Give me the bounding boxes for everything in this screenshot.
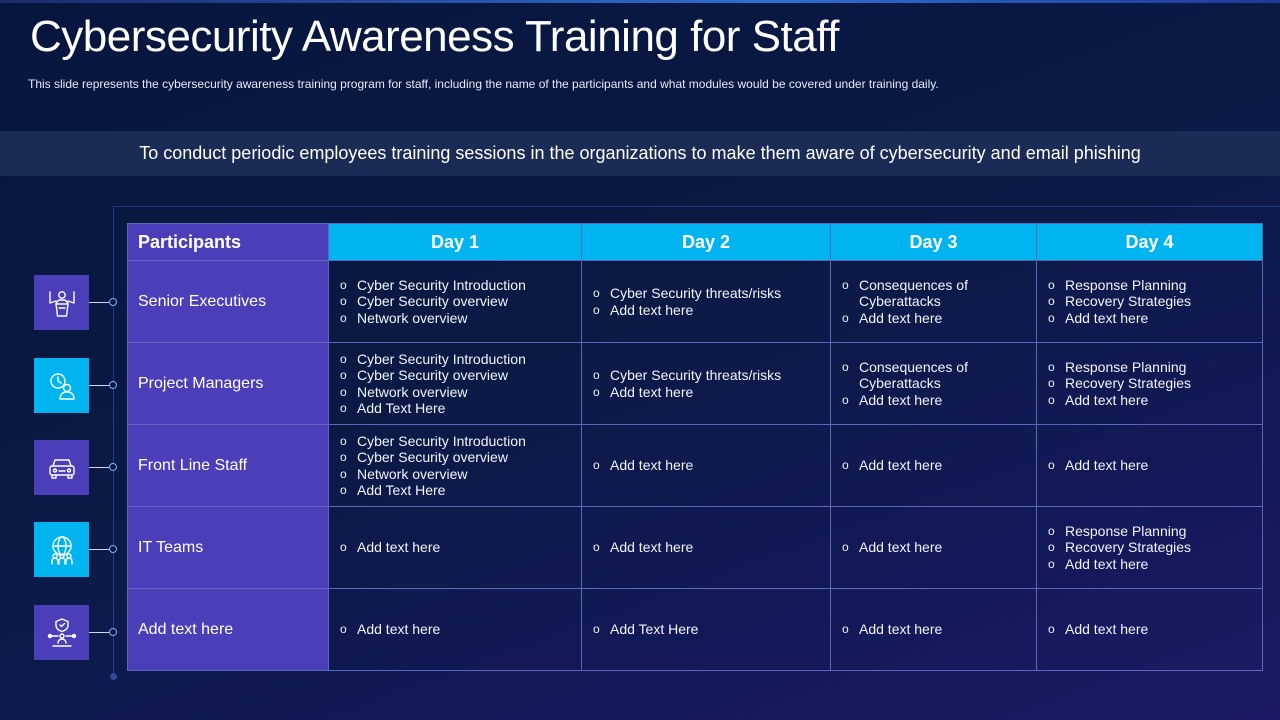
- module-item: o Add text here: [593, 539, 822, 556]
- module-list: [1048, 359, 1254, 409]
- module-item: o Add Text Here: [340, 482, 573, 499]
- table-row: [128, 589, 1263, 671]
- day3-cell: [831, 425, 1037, 507]
- day2-cell: [582, 343, 831, 425]
- module-list: [842, 457, 1028, 474]
- module-item: o Add text here: [842, 310, 1028, 327]
- day4-cell: [1037, 425, 1263, 507]
- car-icon: [34, 440, 89, 495]
- timeline-dot: [109, 298, 117, 306]
- global-team-icon: [34, 522, 89, 577]
- module-list: [340, 277, 573, 327]
- connector-line: [89, 385, 111, 386]
- module-list: [340, 351, 573, 417]
- timeline-end-dot: [110, 673, 117, 680]
- module-item: o Add text here: [593, 457, 822, 474]
- module-list: [340, 621, 573, 638]
- module-item: o Add text here: [1048, 457, 1254, 474]
- module-item: o Recovery Strategies: [1048, 539, 1254, 556]
- connector-line: [89, 632, 111, 633]
- module-item: o Add text here: [340, 539, 573, 556]
- module-list: [842, 621, 1028, 638]
- day1-cell: [329, 507, 582, 589]
- module-list: [593, 621, 822, 638]
- module-item: o Consequences of Cyberattacks: [842, 277, 1028, 310]
- module-item: o Network overview: [340, 310, 573, 327]
- module-list: [340, 539, 573, 556]
- objective-banner-text: To conduct periodic employees training sessions in the organizations to make them aware of cybersecurity and email phishing: [139, 143, 1141, 163]
- header-day-3: Day 3: [831, 224, 1037, 261]
- module-item: o Response Planning: [1048, 277, 1254, 294]
- connector-line: [89, 549, 111, 550]
- module-list: [593, 539, 822, 556]
- module-list: [1048, 277, 1254, 327]
- module-item: o Cyber Security Introduction: [340, 433, 573, 450]
- day3-cell: [831, 343, 1037, 425]
- day3-cell: [831, 589, 1037, 671]
- module-item: o Consequences of Cyberattacks: [842, 359, 1028, 392]
- table-header-row: [128, 224, 1263, 261]
- participant-cell: Senior Executives: [128, 261, 329, 343]
- module-list: [1048, 523, 1254, 573]
- module-item: o Cyber Security overview: [340, 449, 573, 466]
- module-list: [340, 433, 573, 499]
- day2-cell: [582, 507, 831, 589]
- module-item: o Add text here: [842, 392, 1028, 409]
- table-row: [128, 343, 1263, 425]
- timeline-dot: [109, 381, 117, 389]
- module-item: o Add text here: [842, 621, 1028, 638]
- module-list: [842, 539, 1028, 556]
- connector-line: [89, 467, 111, 468]
- day2-cell: [582, 261, 831, 343]
- connector-line: [89, 302, 111, 303]
- module-item: o Cyber Security threats/risks: [593, 285, 822, 302]
- module-list: [842, 359, 1028, 409]
- objective-banner: [0, 131, 1280, 176]
- day3-cell: [831, 261, 1037, 343]
- day4-cell: [1037, 343, 1263, 425]
- timeline-dot: [109, 628, 117, 636]
- module-item: o Add text here: [1048, 621, 1254, 638]
- day4-cell: [1037, 589, 1263, 671]
- day1-cell: [329, 589, 582, 671]
- module-item: o Cyber Security overview: [340, 293, 573, 310]
- module-item: o Network overview: [340, 466, 573, 483]
- participant-cell: Front Line Staff: [128, 425, 329, 507]
- header-day-2: Day 2: [582, 224, 831, 261]
- day1-cell: [329, 425, 582, 507]
- module-list: [1048, 621, 1254, 638]
- header-day-1: Day 1: [329, 224, 582, 261]
- slide-subtitle: This slide represents the cybersecurity awareness training program for staff, including the name of the participants and what modules would be covered under training daily.: [28, 77, 939, 91]
- day4-cell: [1037, 507, 1263, 589]
- module-item: o Response Planning: [1048, 359, 1254, 376]
- module-item: o Cyber Security Introduction: [340, 351, 573, 368]
- module-item: o Recovery Strategies: [1048, 375, 1254, 392]
- module-list: [593, 367, 822, 400]
- timeline-line: [113, 208, 114, 676]
- header-participants: Participants: [128, 224, 329, 261]
- table-row: [128, 425, 1263, 507]
- module-item: o Add Text Here: [593, 621, 822, 638]
- module-item: o Add text here: [593, 384, 822, 401]
- user-clock-icon: [34, 358, 89, 413]
- timeline-dot: [109, 463, 117, 471]
- module-item: o Cyber Security overview: [340, 367, 573, 384]
- module-item: o Add text here: [1048, 392, 1254, 409]
- module-item: o Add text here: [340, 621, 573, 638]
- table-row: [128, 261, 1263, 343]
- day4-cell: [1037, 261, 1263, 343]
- module-item: o Cyber Security threats/risks: [593, 367, 822, 384]
- module-item: o Add text here: [1048, 556, 1254, 573]
- top-accent-line: [0, 0, 1280, 3]
- module-item: o Cyber Security Introduction: [340, 277, 573, 294]
- module-list: [593, 285, 822, 318]
- module-item: o Response Planning: [1048, 523, 1254, 540]
- table-row: [128, 507, 1263, 589]
- module-item: o Network overview: [340, 384, 573, 401]
- day2-cell: [582, 425, 831, 507]
- day1-cell: [329, 261, 582, 343]
- timeline-dot: [109, 545, 117, 553]
- slide-title: Cybersecurity Awareness Training for Staff: [30, 12, 839, 61]
- training-schedule-table: [127, 223, 1263, 671]
- header-day-4: Day 4: [1037, 224, 1263, 261]
- day1-cell: [329, 343, 582, 425]
- module-item: o Add text here: [842, 457, 1028, 474]
- participant-cell: IT Teams: [128, 507, 329, 589]
- participant-cell: Project Managers: [128, 343, 329, 425]
- presenter-icon: [34, 275, 89, 330]
- module-item: o Add text here: [842, 539, 1028, 556]
- day3-cell: [831, 507, 1037, 589]
- module-item: o Recovery Strategies: [1048, 293, 1254, 310]
- module-item: o Add text here: [593, 302, 822, 319]
- module-item: o Add Text Here: [340, 400, 573, 417]
- module-item: o Add text here: [1048, 310, 1254, 327]
- participant-cell: Add text here: [128, 589, 329, 671]
- day2-cell: [582, 589, 831, 671]
- module-list: [593, 457, 822, 474]
- module-list: [842, 277, 1028, 327]
- module-list: [1048, 457, 1254, 474]
- security-network-icon: [34, 605, 89, 660]
